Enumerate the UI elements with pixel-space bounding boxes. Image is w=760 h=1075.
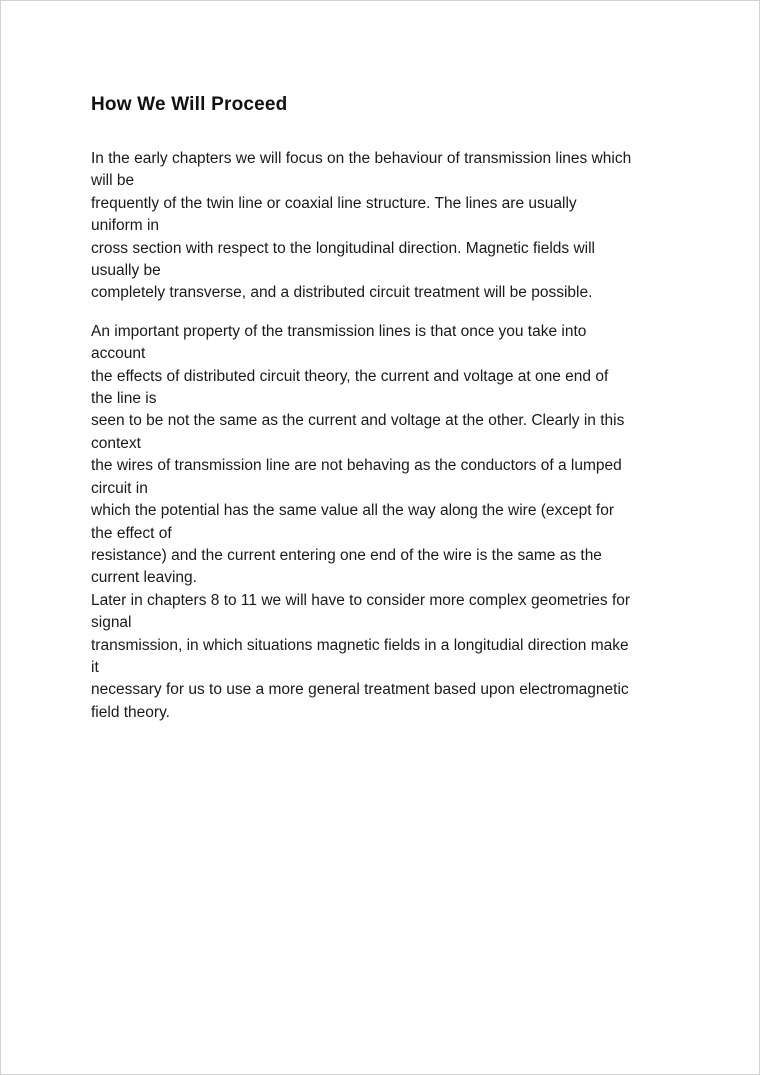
text-line: Later in chapters 8 to 11 we will have to consider more complex geometries for xyxy=(91,591,631,609)
text-line: In the early chapters we will focus on the behaviour of transmission lines which xyxy=(91,150,632,167)
text-line: the line is xyxy=(91,390,157,408)
text-line: circuit in xyxy=(91,479,148,497)
text-line: the wires of transmission line are not behaving as the conductors of a lumped xyxy=(91,457,622,475)
text-line: seen to be not the same as the current and voltage at the other. Clearly in this xyxy=(91,412,625,430)
text-line: signal xyxy=(91,614,132,632)
text-line: resistance) and the current entering one end of the wire is the same as the xyxy=(91,546,602,564)
text-line: the effect of xyxy=(91,524,172,542)
text-line: transmission, in which situations magnetic fields in a longitudial direction make xyxy=(91,636,629,654)
text-line: current leaving. xyxy=(91,569,197,587)
text-line: An important property of the transmission lines is that once you take into xyxy=(91,322,587,340)
document-content xyxy=(1,1,759,724)
text-line: context xyxy=(91,434,141,452)
text-line: completely transverse, and a distributed circuit treatment will be possible. xyxy=(91,284,593,302)
text-line: uniform in xyxy=(91,217,160,235)
text-line: the effects of distributed circuit theory, the current and voltage at one end of xyxy=(91,367,609,385)
paragraph xyxy=(91,321,671,724)
text-line: will be xyxy=(91,172,135,190)
text-line: it xyxy=(91,658,99,676)
paragraphs xyxy=(91,148,671,724)
page-title: How We Will Proceed xyxy=(91,94,288,115)
text-line: usually be xyxy=(91,262,161,280)
text-line: frequently of the twin line or coaxial line structure. The lines are usually xyxy=(91,194,577,212)
text-line: field theory. xyxy=(91,703,170,721)
text-line: cross section with respect to the longitudinal direction. Magnetic fields will xyxy=(91,239,595,257)
paragraph xyxy=(91,148,671,305)
text-line: which the potential has the same value all the way along the wire (except for xyxy=(91,502,614,520)
text-line: account xyxy=(91,345,146,363)
text-line: necessary for us to use a more general treatment based upon electromagnetic xyxy=(91,681,629,699)
